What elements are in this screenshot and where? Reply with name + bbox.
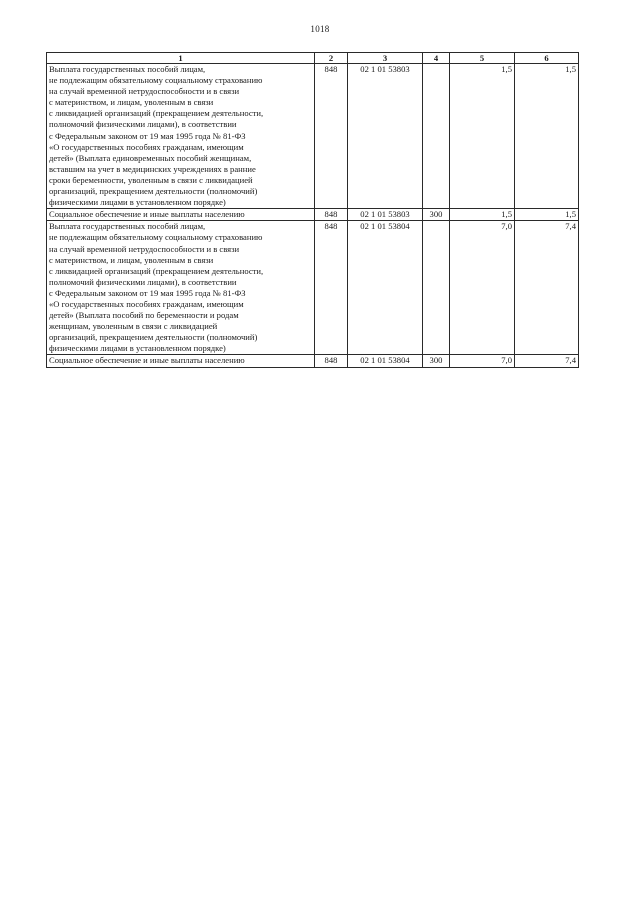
row-grbs-cell: 848 <box>315 209 348 221</box>
row-year1-cell: 7,0 <box>450 355 515 367</box>
budget-table <box>46 52 579 368</box>
row-csr-cell: 02 1 01 53804 <box>348 355 423 367</box>
row-name-text: Социальное обеспечение и иные выплаты населению <box>49 209 245 220</box>
row-grbs-cell: 848 <box>315 221 348 355</box>
row-year2-cell: 7,4 <box>515 355 579 367</box>
row-csr-cell: 02 1 01 53803 <box>348 209 423 221</box>
row-vr-cell <box>423 64 450 209</box>
table-row <box>47 64 579 209</box>
page-number: 1018 <box>310 24 330 34</box>
header-col-4: 4 <box>423 53 450 64</box>
header-col-1: 1 <box>47 53 315 64</box>
row-year1-cell: 1,5 <box>450 64 515 209</box>
table-row <box>47 221 579 355</box>
header-col-2: 2 <box>315 53 348 64</box>
header-col-5: 5 <box>450 53 515 64</box>
row-csr-cell: 02 1 01 53804 <box>348 221 423 355</box>
row-name-text: Социальное обеспечение и иные выплаты населению <box>49 355 245 366</box>
row-year2-cell: 1,5 <box>515 209 579 221</box>
row-name-text: Выплата государственных пособий лицам, не подлежащим обязательному социальному страхованию на случай временной нетрудоспособности и в связи с материнством, и лицам, уволенным в связи с ликвидацией организаций (прекращением деятельности, полномочий физическими лицами), в соответствии с Федеральным законом от 19 мая 1995 года № 81-ФЗ «О государственных пособиях гражданам, имеющим детей» (Выплата пособий по беременности и родам женщинам, уволенным в связи с ликвидацией организаций, прекращением деятельности (полномочий) физическими лицами в установленном порядке) <box>49 221 264 354</box>
row-name-cell <box>47 355 315 367</box>
row-year2-cell: 1,5 <box>515 64 579 209</box>
header-col-6: 6 <box>515 53 579 64</box>
row-year1-cell: 7,0 <box>450 221 515 355</box>
row-vr-cell: 300 <box>423 355 450 367</box>
row-name-cell <box>47 221 315 355</box>
row-vr-cell <box>423 221 450 355</box>
row-name-cell <box>47 64 315 209</box>
row-grbs-cell: 848 <box>315 355 348 367</box>
row-year1-cell: 1,5 <box>450 209 515 221</box>
table-header-row <box>47 53 579 64</box>
row-vr-cell: 300 <box>423 209 450 221</box>
table-row <box>47 355 579 367</box>
header-col-3: 3 <box>348 53 423 64</box>
row-name-cell <box>47 209 315 221</box>
row-csr-cell: 02 1 01 53803 <box>348 64 423 209</box>
table-row <box>47 209 579 221</box>
row-name-text: Выплата государственных пособий лицам, не подлежащим обязательному социальному страхованию на случай временной нетрудоспособности и в связи с материнством, и лицам, уволенным в связи с ликвидацией организаций (прекращением деятельности, полномочий физическими лицами), в соответствии с Федеральным законом от 19 мая 1995 года № 81-ФЗ «О государственных пособиях гражданам, имеющим детей» (Выплата единовременных пособий женщинам, вставшим на учет в медицинских учреждениях в ранние сроки беременности, уволенным в связи с ликвидацией организаций, прекращением деятельности (полномочий) физическими лицами в установленном порядке) <box>49 64 264 208</box>
row-year2-cell: 7,4 <box>515 221 579 355</box>
row-grbs-cell: 848 <box>315 64 348 209</box>
